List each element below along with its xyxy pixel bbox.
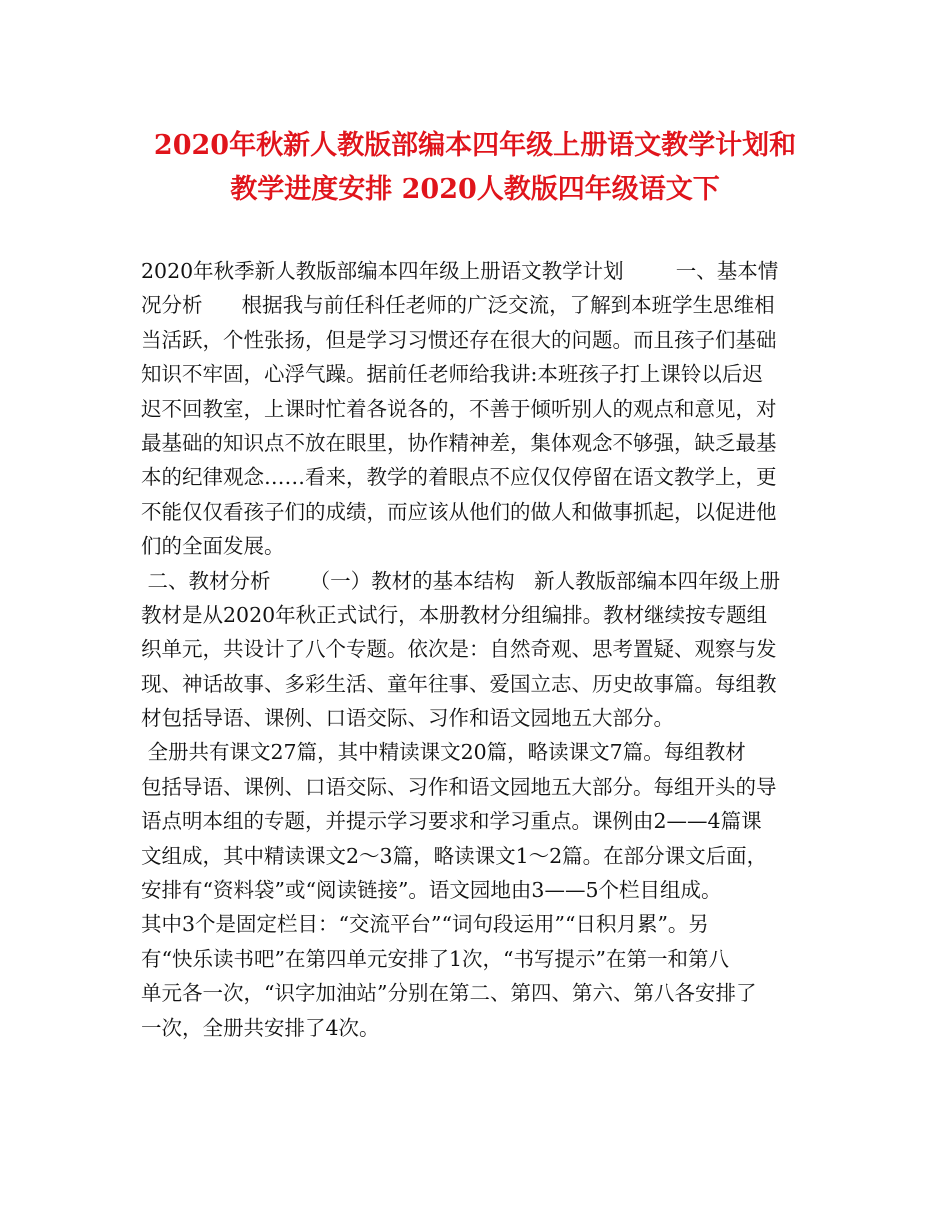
body-line: 迟不回教室，上课时忙着各说各的，不善于倾听别人的观点和意见，对 (141, 396, 777, 421)
body-line: 2020年秋季新人教版部编本四年级上册语文教学计划 一、基本情 (141, 259, 779, 283)
body-line: 现、神话故事、多彩生活、童年往事、爱国立志、历史故事篇。每组教 (141, 671, 777, 696)
body-line: 材包括导语、课例、口语交际、习作和语文园地五大部分。 (141, 706, 674, 731)
body-line: 当活跃，个性张扬，但是学习习惯还存在很大的问题。而且孩子们基础 (141, 327, 777, 352)
body-line: 况分析 根据我与前任科任老师的广泛交流，了解到本班学生思维相 (141, 293, 775, 318)
body-line: 二、教材分析 （一）教材的基本结构 新人教版部编本四年级上册 (141, 568, 781, 593)
body-line: 其中3个是固定栏目：“交流平台”“词句段运用”“日积月累”。另 (141, 912, 709, 937)
body-line: 安排有“资料袋”或“阅读链接”。语文园地由3——5个栏目组成。 (141, 878, 722, 903)
body-line: 织单元，共设计了八个专题。依次是：自然奇观、思考置疑、观察与发 (141, 637, 777, 662)
body-line: 文组成，其中精读课文2～3篇，略读课文1～2篇。在部分课文后面， (141, 843, 768, 868)
body-line: 教材是从2020年秋正式试行，本册教材分组编排。教材继续按专题组 (141, 602, 768, 627)
body-line: 知识不牢固，心浮气躁。据前任老师给我讲:本班孩子打上课铃以后迟 (141, 362, 763, 387)
body-line: 有“快乐读书吧”在第四单元安排了1次，“书写提示”在第一和第八 (141, 946, 729, 971)
body-line: 不能仅仅看孩子们的成绩，而应该从他们的做人和做事抓起，以促进他 (141, 499, 777, 524)
title-line-2: 教学进度安排 2020人教版四年级语文下 (230, 174, 720, 205)
body-line: 们的全面发展。 (141, 534, 285, 559)
body-line: 最基础的知识点不放在眼里，协作精神差，集体观念不够强，缺乏最基 (141, 430, 777, 455)
body-line: 一次，全册共安排了4次。 (141, 1015, 380, 1040)
body-line: 本的纪律观念……看来，教学的着眼点不应仅仅停留在语文教学上，更 (141, 465, 777, 490)
title-line-1: 2020年秋新人教版部编本四年级上册语文教学计划和 (153, 130, 797, 161)
body-line: 单元各一次，“识字加油站”分别在第二、第四、第六、第八各安排了 (141, 981, 757, 1006)
body-line: 包括导语、课例、口语交际、习作和语文园地五大部分。每组开头的导 (141, 774, 777, 799)
body-line: 全册共有课文27篇，其中精读课文20篇，略读课文7篇。每组教材 (141, 740, 746, 765)
body-line: 语点明本组的专题，并提示学习要求和学习重点。课例由2——4篇课 (141, 809, 762, 834)
document-title (120, 124, 830, 212)
document-body (141, 254, 816, 1045)
